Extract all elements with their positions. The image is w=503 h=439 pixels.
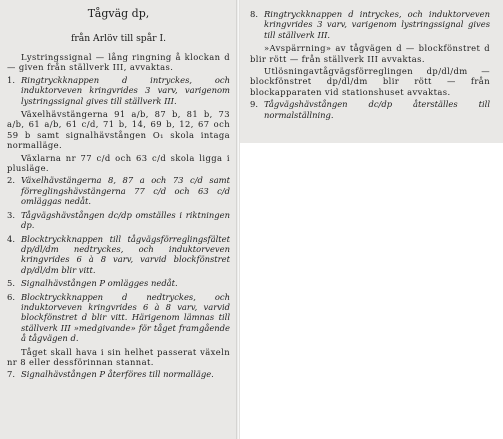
step-number: 8.	[250, 9, 258, 19]
step-text: Ringtryckknappen d intryckes, och induktorveven kringvrides 3 varv, varigenom lystringssignal gives till ställverk III.	[264, 9, 490, 40]
numbered-step	[7, 210, 230, 231]
step-number: 1.	[7, 74, 15, 85]
numbered-step	[250, 9, 490, 40]
instruction-paragraph: Växlarna nr 77 c/d och 63 c/d skola ligga i plusläge.	[7, 152, 230, 174]
instruction-paragraph: »Avspärrning» av tågvägen d — blockfönstret d blir rött — från ställverk III avvaktas.	[250, 43, 490, 64]
numbered-step	[7, 292, 230, 344]
page-title: Tågväg dp,	[87, 7, 150, 20]
step-text: Signalhävstången P omlägges nedåt.	[21, 278, 178, 289]
numbered-step	[7, 234, 230, 276]
step-number: 7.	[7, 369, 15, 380]
numbered-step	[7, 278, 230, 288]
instruction-paragraph: Tåget skall hava i sin helhet passerat växeln nr 8 eller dessförinnan stannat.	[7, 346, 230, 367]
step-number: 3.	[7, 209, 15, 220]
step-text: Blocktryckknappen till tågvägsförreglingsfältet dp/dl/dm nedtryckes, och induktorveven kringvrides 6 à 8 varv, varvid blockfönstret dp/dl/dm blir vitt.	[21, 233, 230, 275]
step-text: Ringtryckknappen d intryckes, och induktorveven kringvrides 3 varv, varigenom lystringssignal gives till ställverk III.	[21, 74, 230, 106]
step-text: Tågvägshävstången dc/dp omställes i riktningen dp.	[21, 209, 230, 231]
step-number: 2.	[7, 175, 15, 186]
step-number: 4.	[7, 233, 15, 244]
numbered-step	[7, 369, 230, 379]
instruction-paragraph: Utlösningavtågvägsförreglingen dp/dl/dm — blockfönstret dp/dl/dm blir rött — från blockapparaten vid stationshuset avvaktas.	[250, 66, 490, 97]
step-number: 6.	[7, 291, 15, 302]
numbered-step	[250, 99, 490, 120]
numbered-step	[7, 75, 230, 106]
numbered-step	[7, 175, 230, 206]
instruction-paragraph: Växelhävstängerna 91 a/b, 87 b, 81 b, 73 a/b, 61 a/b, 61 c/d, 71 b, 14, 69 b, 12, 67 och 59 b samt signalhävstången O₁ skola intaga normalläge.	[7, 109, 230, 151]
step-number: 5.	[7, 278, 15, 289]
step-text: Signalhävstången P återföres till normalläge.	[21, 369, 214, 380]
page-subtitle: från Arlöv till spår I.	[70, 33, 167, 44]
right-page-content	[250, 9, 490, 123]
instruction-paragraph: Lystringssignal — lång ringning å klockan d — given från ställverk III, avvaktas.	[7, 52, 230, 73]
step-text: Växelhävstängerna 8, 87 a och 73 c/d samt förreglingshävstängerna 77 c/d och 63 c/d omläggas nedåt.	[21, 175, 230, 207]
left-page	[0, 0, 236, 439]
step-text: Tågvägshävstången dc/dp återställes till normalställning.	[264, 99, 490, 120]
left-page-content	[7, 3, 230, 383]
step-number: 9.	[250, 99, 258, 110]
step-text: Blocktryckknappen d nedtryckes, och induktorveven kringvrides 6 à 8 varv, varvid blockfönstret d blir vitt. Härigenom lämnas till ställverk III »medgivande» för tåget framgående å tågvägen d.	[21, 291, 230, 344]
right-page	[240, 0, 503, 439]
